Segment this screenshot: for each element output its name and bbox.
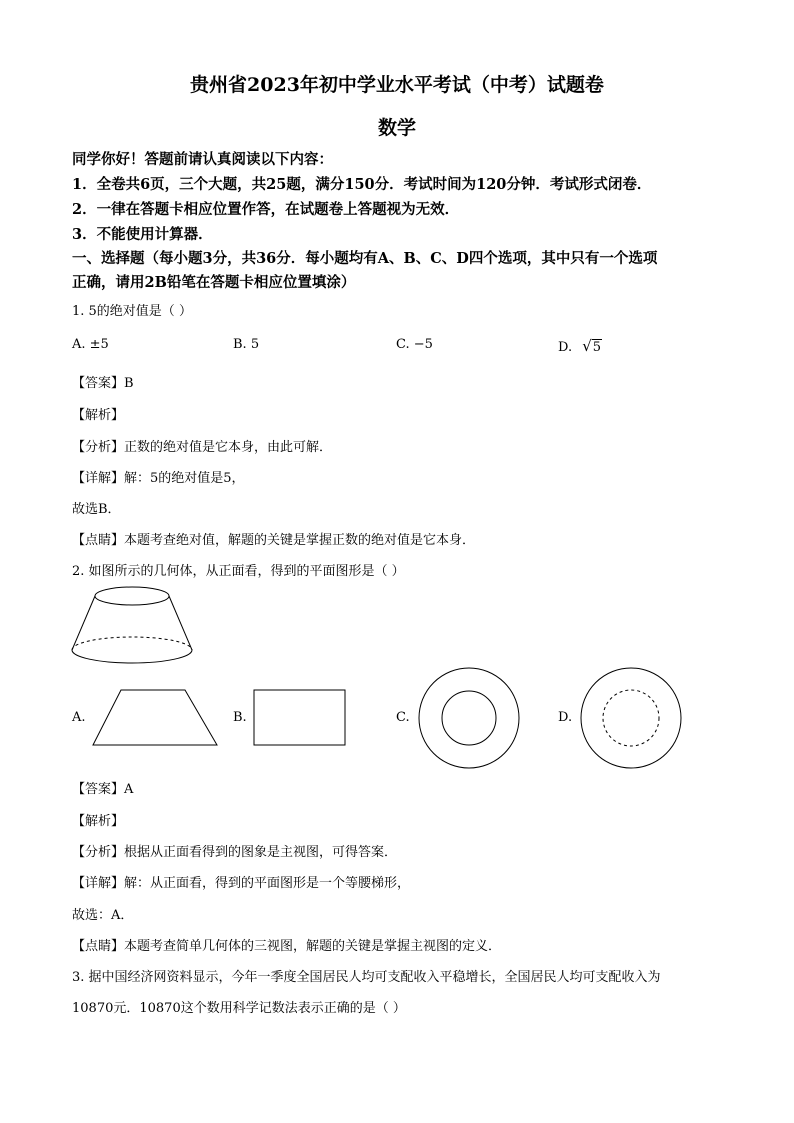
q2-answer: 【答案】A bbox=[72, 782, 134, 797]
option-c-outer-circle bbox=[419, 668, 519, 768]
q1-detail: 【详解】解：5的绝对值是5， bbox=[72, 471, 245, 486]
q1-conclusion: 故选B． bbox=[72, 502, 121, 517]
exam-subject: 数学 bbox=[377, 117, 416, 139]
q2-option-b-label: B. bbox=[233, 710, 247, 725]
trapezoid-shape bbox=[93, 690, 217, 745]
instruction-item-3: 3．不能使用计算器． bbox=[72, 226, 213, 243]
q1-option-d-label: D. bbox=[558, 340, 573, 355]
q1-analysis-title: 【解析】 bbox=[72, 408, 125, 423]
option-d-dashed-circle bbox=[603, 690, 659, 746]
instruction-item-2: 2．一律在答题卡相应位置作答，在试题卷上答题视为无效． bbox=[72, 201, 460, 218]
option-d-outer-circle bbox=[581, 668, 681, 768]
frustum-bottom-hidden-arc bbox=[72, 637, 192, 650]
sqrt-expression bbox=[582, 337, 602, 355]
frustum-left-edge bbox=[72, 596, 95, 650]
instruction-item-1: 1．全卷共6页，三个大题，共25题，满分150分．考试时间为120分钟．考试形式闭卷． bbox=[72, 176, 652, 193]
q1-option-c: C. −5 bbox=[396, 337, 433, 352]
q2-detail: 【详解】解：从正面看，得到的平面图形是一个等腰梯形， bbox=[72, 876, 411, 891]
q3-stem-line1: 3. 据中国经济网资料显示，今年一季度全国居民人均可支配收入平稳增长，全国居民人均可支配收入为 bbox=[72, 970, 661, 985]
frustum-top-ellipse bbox=[95, 587, 169, 605]
q2-option-d-label: D. bbox=[558, 710, 573, 725]
q2-option-a-label: A. bbox=[72, 710, 86, 725]
q2-analysis: 【分析】根据从正面看得到的图象是主视图，可得答案． bbox=[72, 845, 398, 860]
q1-option-a: A. ±5 bbox=[72, 337, 109, 352]
instructions-greeting: 同学你好！答题前请认真阅读以下内容： bbox=[72, 151, 333, 168]
q3-stem-line2: 10870元．10870这个数用科学记数法表示正确的是（ ） bbox=[72, 1001, 406, 1016]
rectangle-shape bbox=[254, 690, 345, 745]
exam-title: 贵州省2023年初中学业水平考试（中考）试题卷 bbox=[190, 74, 604, 96]
q2-option-c-label: C. bbox=[396, 710, 410, 725]
q1-option-d bbox=[558, 337, 602, 355]
option-c-inner-circle bbox=[442, 691, 496, 745]
q2-comment: 【点睛】本题考查简单几何体的三视图，解题的关键是掌握主视图的定义． bbox=[72, 939, 502, 954]
radical-sign-icon: √ bbox=[582, 337, 592, 355]
section1-heading-line2: 正确，请用2B铅笔在答题卡相应位置填涂） bbox=[72, 274, 356, 291]
q1-option-b: B. 5 bbox=[233, 337, 260, 352]
frustum-bottom-front-arc bbox=[72, 650, 192, 663]
q2-conclusion: 故选：A． bbox=[72, 908, 134, 923]
q1-answer: 【答案】B bbox=[72, 376, 134, 391]
q1-analysis: 【分析】正数的绝对值是它本身，由此可解． bbox=[72, 440, 333, 455]
q1-stem: 1. 5的绝对值是（ ） bbox=[72, 304, 192, 319]
q2-analysis-title: 【解析】 bbox=[72, 814, 125, 829]
q2-stem: 2. 如图所示的几何体，从正面看，得到的平面图形是（ ） bbox=[72, 564, 405, 579]
q1-option-d-radicand: 5 bbox=[592, 340, 602, 355]
section1-heading-line1: 一、选择题（每小题3分，共36分．每小题均有A、B、C、D四个选项，其中只有一个选项 bbox=[72, 250, 658, 267]
frustum-right-edge bbox=[169, 596, 192, 650]
q1-comment: 【点睛】本题考查绝对值，解题的关键是掌握正数的绝对值是它本身． bbox=[72, 533, 476, 548]
